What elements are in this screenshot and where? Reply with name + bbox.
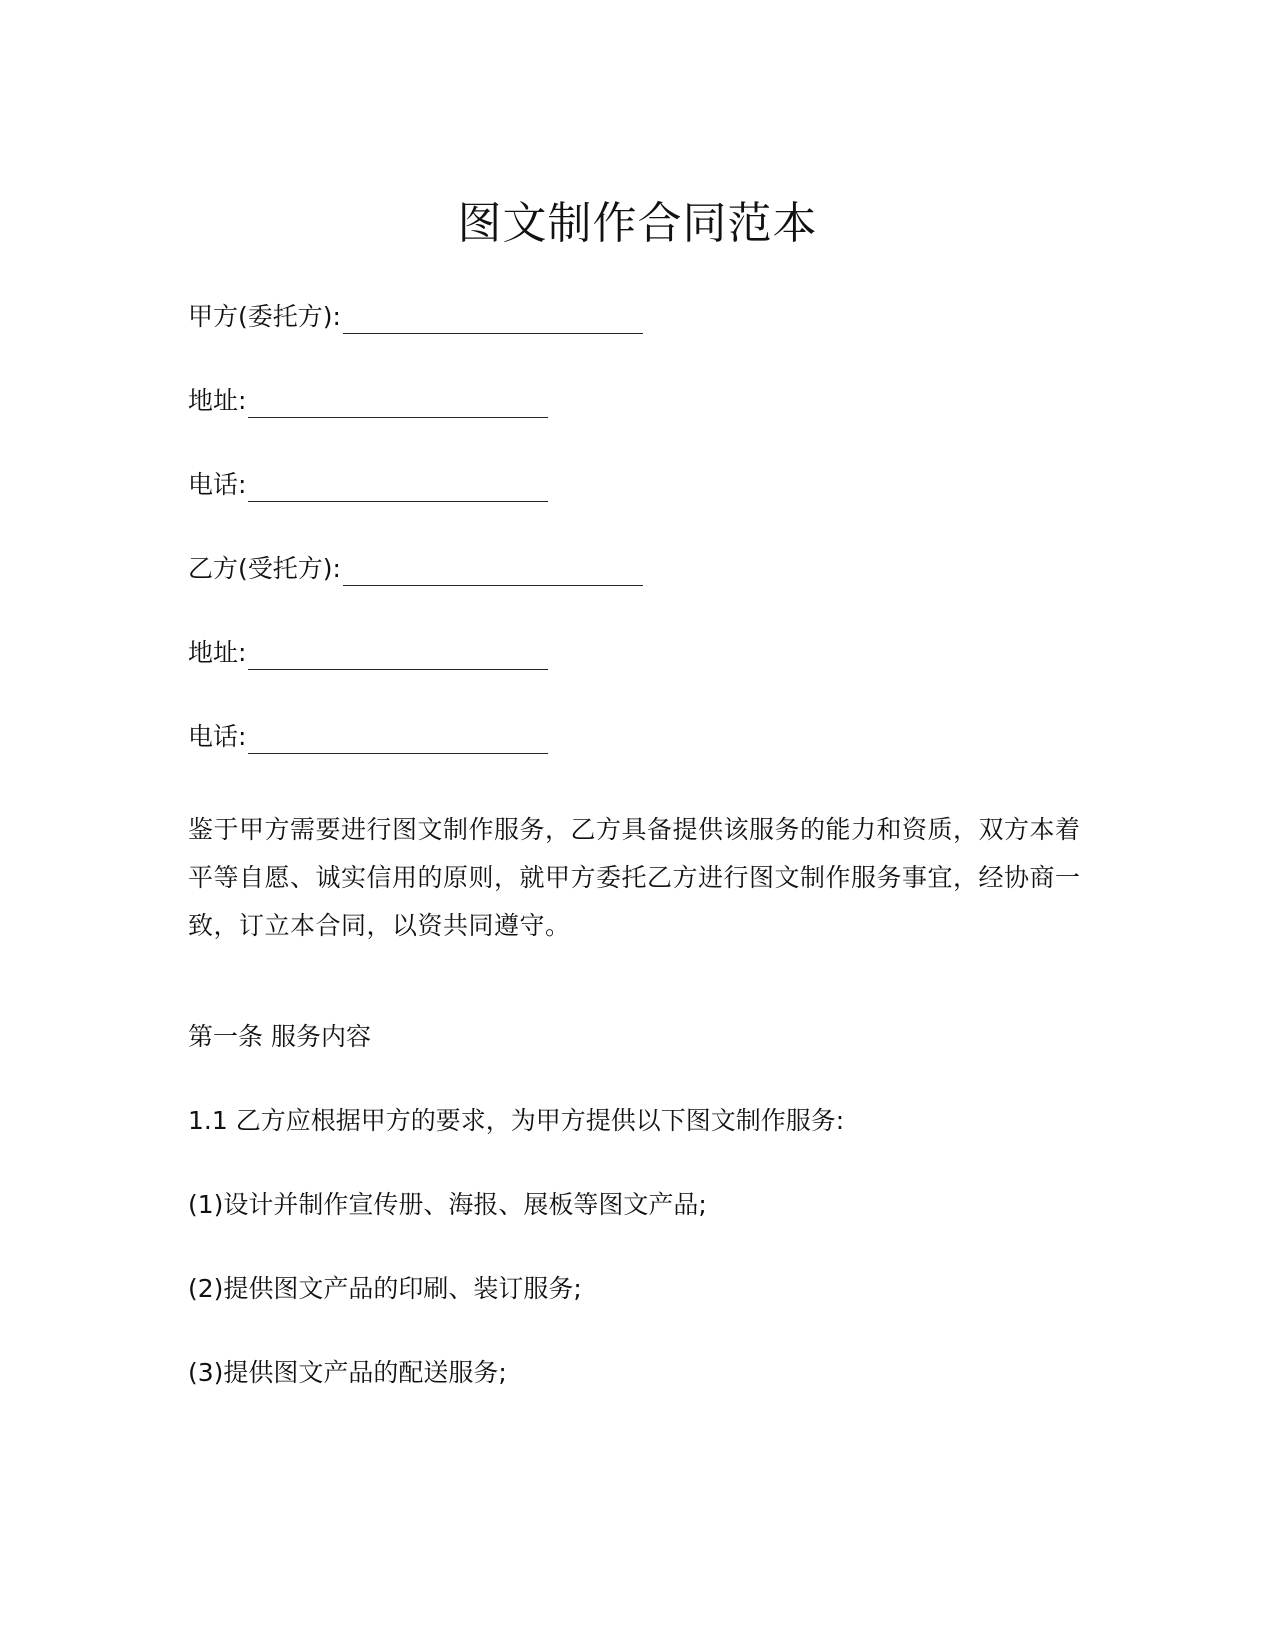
preamble-paragraph: 鉴于甲方需要进行图文制作服务，乙方具备提供该服务的能力和资质，双方本着平等自愿、诚实信用的原则，就甲方委托乙方进行图文制作服务事宜，经协商一致，订立本合同，以资共同遵守。 xyxy=(188,815,1081,940)
party-a-label: 甲方(委托方): xyxy=(188,302,341,331)
list-item: (3)提供图文产品的配送服务; xyxy=(188,1358,507,1387)
party-b-field xyxy=(188,552,643,586)
article-1-heading: 第一条 服务内容 xyxy=(188,1022,371,1051)
party-b-address-label: 地址: xyxy=(188,638,247,667)
clause-1-1: 1.1 乙方应根据甲方的要求，为甲方提供以下图文制作服务: xyxy=(188,1106,845,1135)
document-title: 图文制作合同范本 xyxy=(457,198,818,249)
party-b-address-field xyxy=(188,636,548,670)
party-b-phone-blank xyxy=(248,727,548,754)
party-b-phone-field xyxy=(188,720,548,754)
party-a-blank xyxy=(343,307,643,334)
party-a-address-field xyxy=(188,384,548,418)
party-b-blank xyxy=(343,559,643,586)
party-b-address-blank xyxy=(248,643,548,670)
party-a-address-blank xyxy=(248,391,548,418)
party-b-phone-label: 电话: xyxy=(188,722,247,751)
party-a-phone-label: 电话: xyxy=(188,470,247,499)
party-a-address-label: 地址: xyxy=(188,386,247,415)
party-b-label: 乙方(受托方): xyxy=(188,554,341,583)
party-a-field xyxy=(188,300,643,334)
list-item: (2)提供图文产品的印刷、装订服务; xyxy=(188,1274,582,1303)
party-a-phone-field xyxy=(188,468,548,502)
party-a-phone-blank xyxy=(248,475,548,502)
list-item: (1)设计并制作宣传册、海报、展板等图文产品; xyxy=(188,1190,707,1219)
